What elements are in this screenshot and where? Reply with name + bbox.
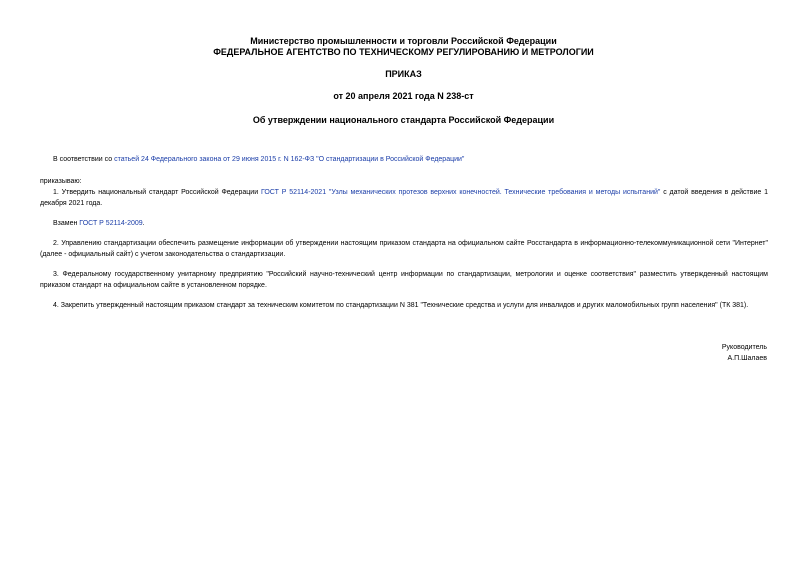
item-3-paragraph: 3. Федеральному государственному унитарному предприятию "Российский научно-технический центр информации по стандартизации, метрологии и оценке соответствия" разместить утвержденный настоящим приказом стандарт на официальном сайте в установленном порядке. [40, 271, 768, 289]
replace-suffix: . [142, 220, 145, 227]
item-1-prefix: 1. Утвердить национальный стандарт Российской Федерации [53, 189, 261, 196]
intro-paragraph [40, 154, 768, 165]
gost-2009-link[interactable]: ГОСТ Р 52114-2009 [79, 220, 143, 227]
intro-prefix: В соответствии со [53, 156, 115, 163]
document-subject: Об утверждении национального стандарта Российской Федерации [252, 115, 555, 125]
signature-title: Руководитель [721, 344, 767, 351]
ministry-heading: Министерство промышленности и торговли Российской Федерации [250, 36, 557, 46]
item-2-paragraph: 2. Управлению стандартизации обеспечить размещение информации об утверждении настоящим приказом стандарта на официальном сайте Росстандарта в информационно-телекоммуникационной сети "Интернет" (далее - официальный сайт) с учетом законодательства о стандартизации. [40, 240, 768, 258]
order-word: приказываю: [40, 178, 82, 185]
item-4-paragraph: 4. Закрепить утвержденный настоящим приказом стандарт за техническим комитетом по стандартизации N 381 "Технические средства и услуги для инвалидов и других маломобильных групп населения" (ТК 381). [53, 302, 749, 309]
replace-prefix: Взамен [53, 220, 80, 227]
replacement-paragraph [40, 218, 768, 229]
document-type: ПРИКАЗ [385, 69, 422, 79]
signature-name: А.П.Шалаев [727, 355, 767, 362]
item-1-suffix: с датой введения в действие 1 декабря 2021 года. [40, 189, 769, 207]
gost-2021-link[interactable]: ГОСТ Р 52114-2021 "Узлы механических протезов верхних конечностей. Технические требования и методы испытаний" [260, 189, 661, 196]
item-1-paragraph [40, 187, 768, 209]
date-number: от 20 апреля 2021 года N 238-ст [333, 91, 474, 101]
agency-heading: ФЕДЕРАЛЬНОЕ АГЕНТСТВО ПО ТЕХНИЧЕСКОМУ РЕГУЛИРОВАНИЮ И МЕТРОЛОГИИ [213, 47, 594, 57]
law-link[interactable]: статьей 24 Федерального закона от 29 июня 2015 г. N 162-ФЗ "О стандартизации в Российской Федерации" [114, 156, 465, 163]
